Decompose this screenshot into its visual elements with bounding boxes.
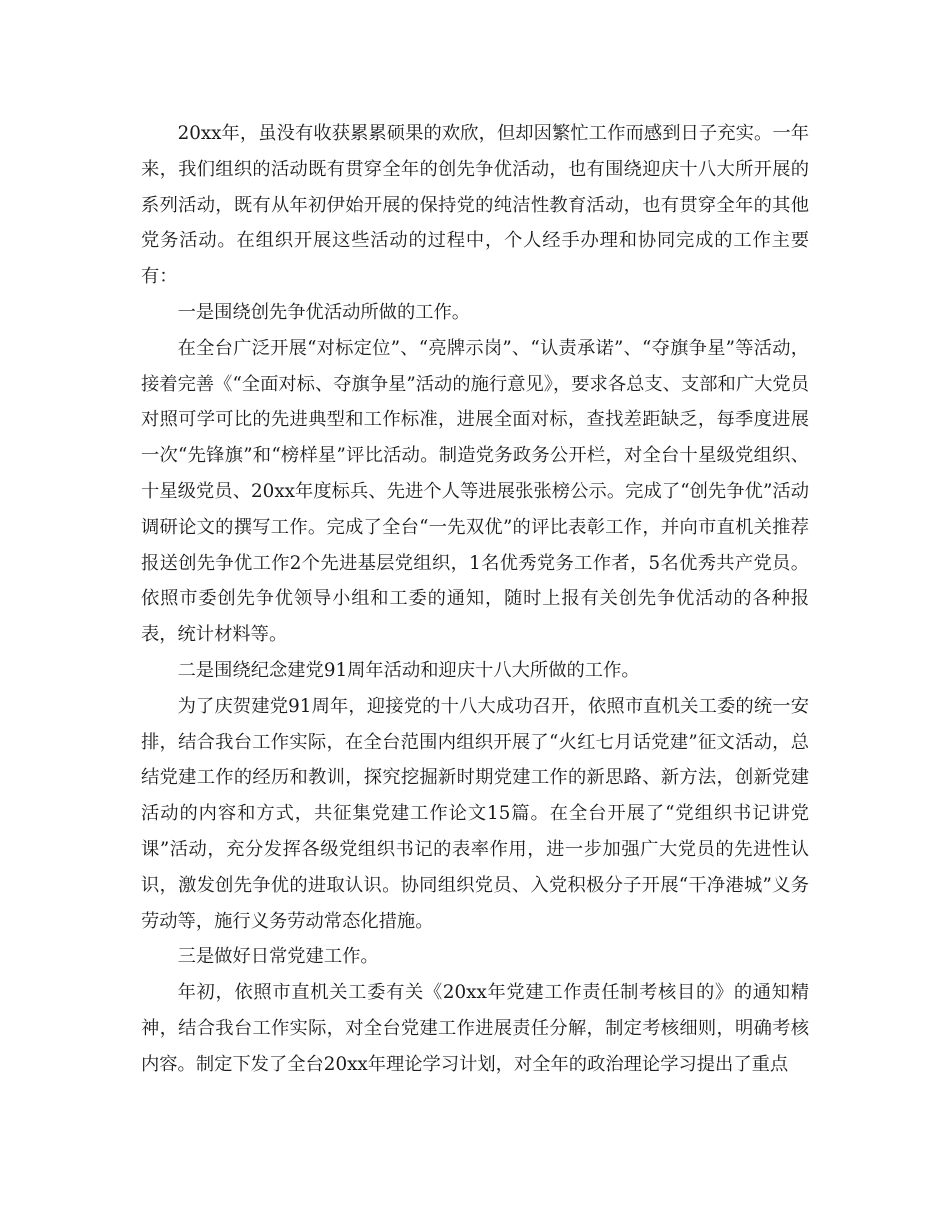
section-heading-3: 三是做好日常党建工作。 bbox=[177, 946, 379, 968]
paragraph-intro: 20xx年，虽没有收获累累硕果的欢欣，但却因繁忙工作而感到日子充实。一年来，我们组织的活动既有贯穿全年的创先争优活动，也有围绕迎庆十八大所开展的系列活动，既有从年初伊始开展的保持党的纯洁性教育活动，也有贯穿全年的其他党务活动。在组织开展这些活动的过程中，个人经手办理和协同完成的工作主要有： bbox=[141, 123, 809, 288]
paragraph-section-3: 年初，依照市直机关工委有关《20xx年党建工作责任制考核目的》的通知精神，结合我台工作实际，对全台党建工作进展责任分解，制定考核细则，明确考核内容。制定下发了全台20xx年理论学习计划，对全年的政治理论学习提出了重点 bbox=[141, 982, 809, 1075]
document-body bbox=[141, 116, 809, 1083]
section-heading-1: 一是围绕创先争优活动所做的工作。 bbox=[177, 301, 471, 323]
paragraph-section-1: 在全台广泛开展“对标定位”、“亮牌示岗”、“认责承诺”、“夺旗争星”等活动，接着完善《“全面对标、夺旗争星”活动的施行意见》，要求各总支、支部和广大党员对照可学可比的先进典型和工作标准，进展全面对标，查找差距缺乏，每季度进展一次“先锋旗”和“榜样星”评比活动。制造党务政务公开栏，对全台十星级党组织、十星级党员、20xx年度标兵、先进个人等进展张张榜公示。完成了“创先争优”活动调研论文的撰写工作。完成了全台“一先双优”的评比表彰工作，并向市直机关推荐报送创先争优工作2个先进基层党组织，1名优秀党务工作者，5名优秀共产党员。依照市委创先争优领导小组和工委的通知，随时上报有关创先争优活动的各种报表，统计材料等。 bbox=[141, 337, 809, 646]
paragraph-section-2: 为了庆贺建党91周年，迎接党的十八大成功召开，依照市直机关工委的统一安排，结合我台工作实际，在全台范围内组织开展了“火红七月话党建”征文活动，总结党建工作的经历和教训，探究挖掘新时期党建工作的新思路、新方法，创新党建活动的内容和方式，共征集党建工作论文15篇。在全台开展了“党组织书记讲党课”活动，充分发挥各级党组织书记的表率作用，进一步加强广大党员的先进性认识，激发创先争优的进取认识。协同组织党员、入党积极分子开展“干净港城”义务劳动等，施行义务劳动常态化措施。 bbox=[141, 695, 809, 932]
section-heading-2: 二是围绕纪念建党91周年活动和迎庆十八大所做的工作。 bbox=[177, 659, 640, 681]
